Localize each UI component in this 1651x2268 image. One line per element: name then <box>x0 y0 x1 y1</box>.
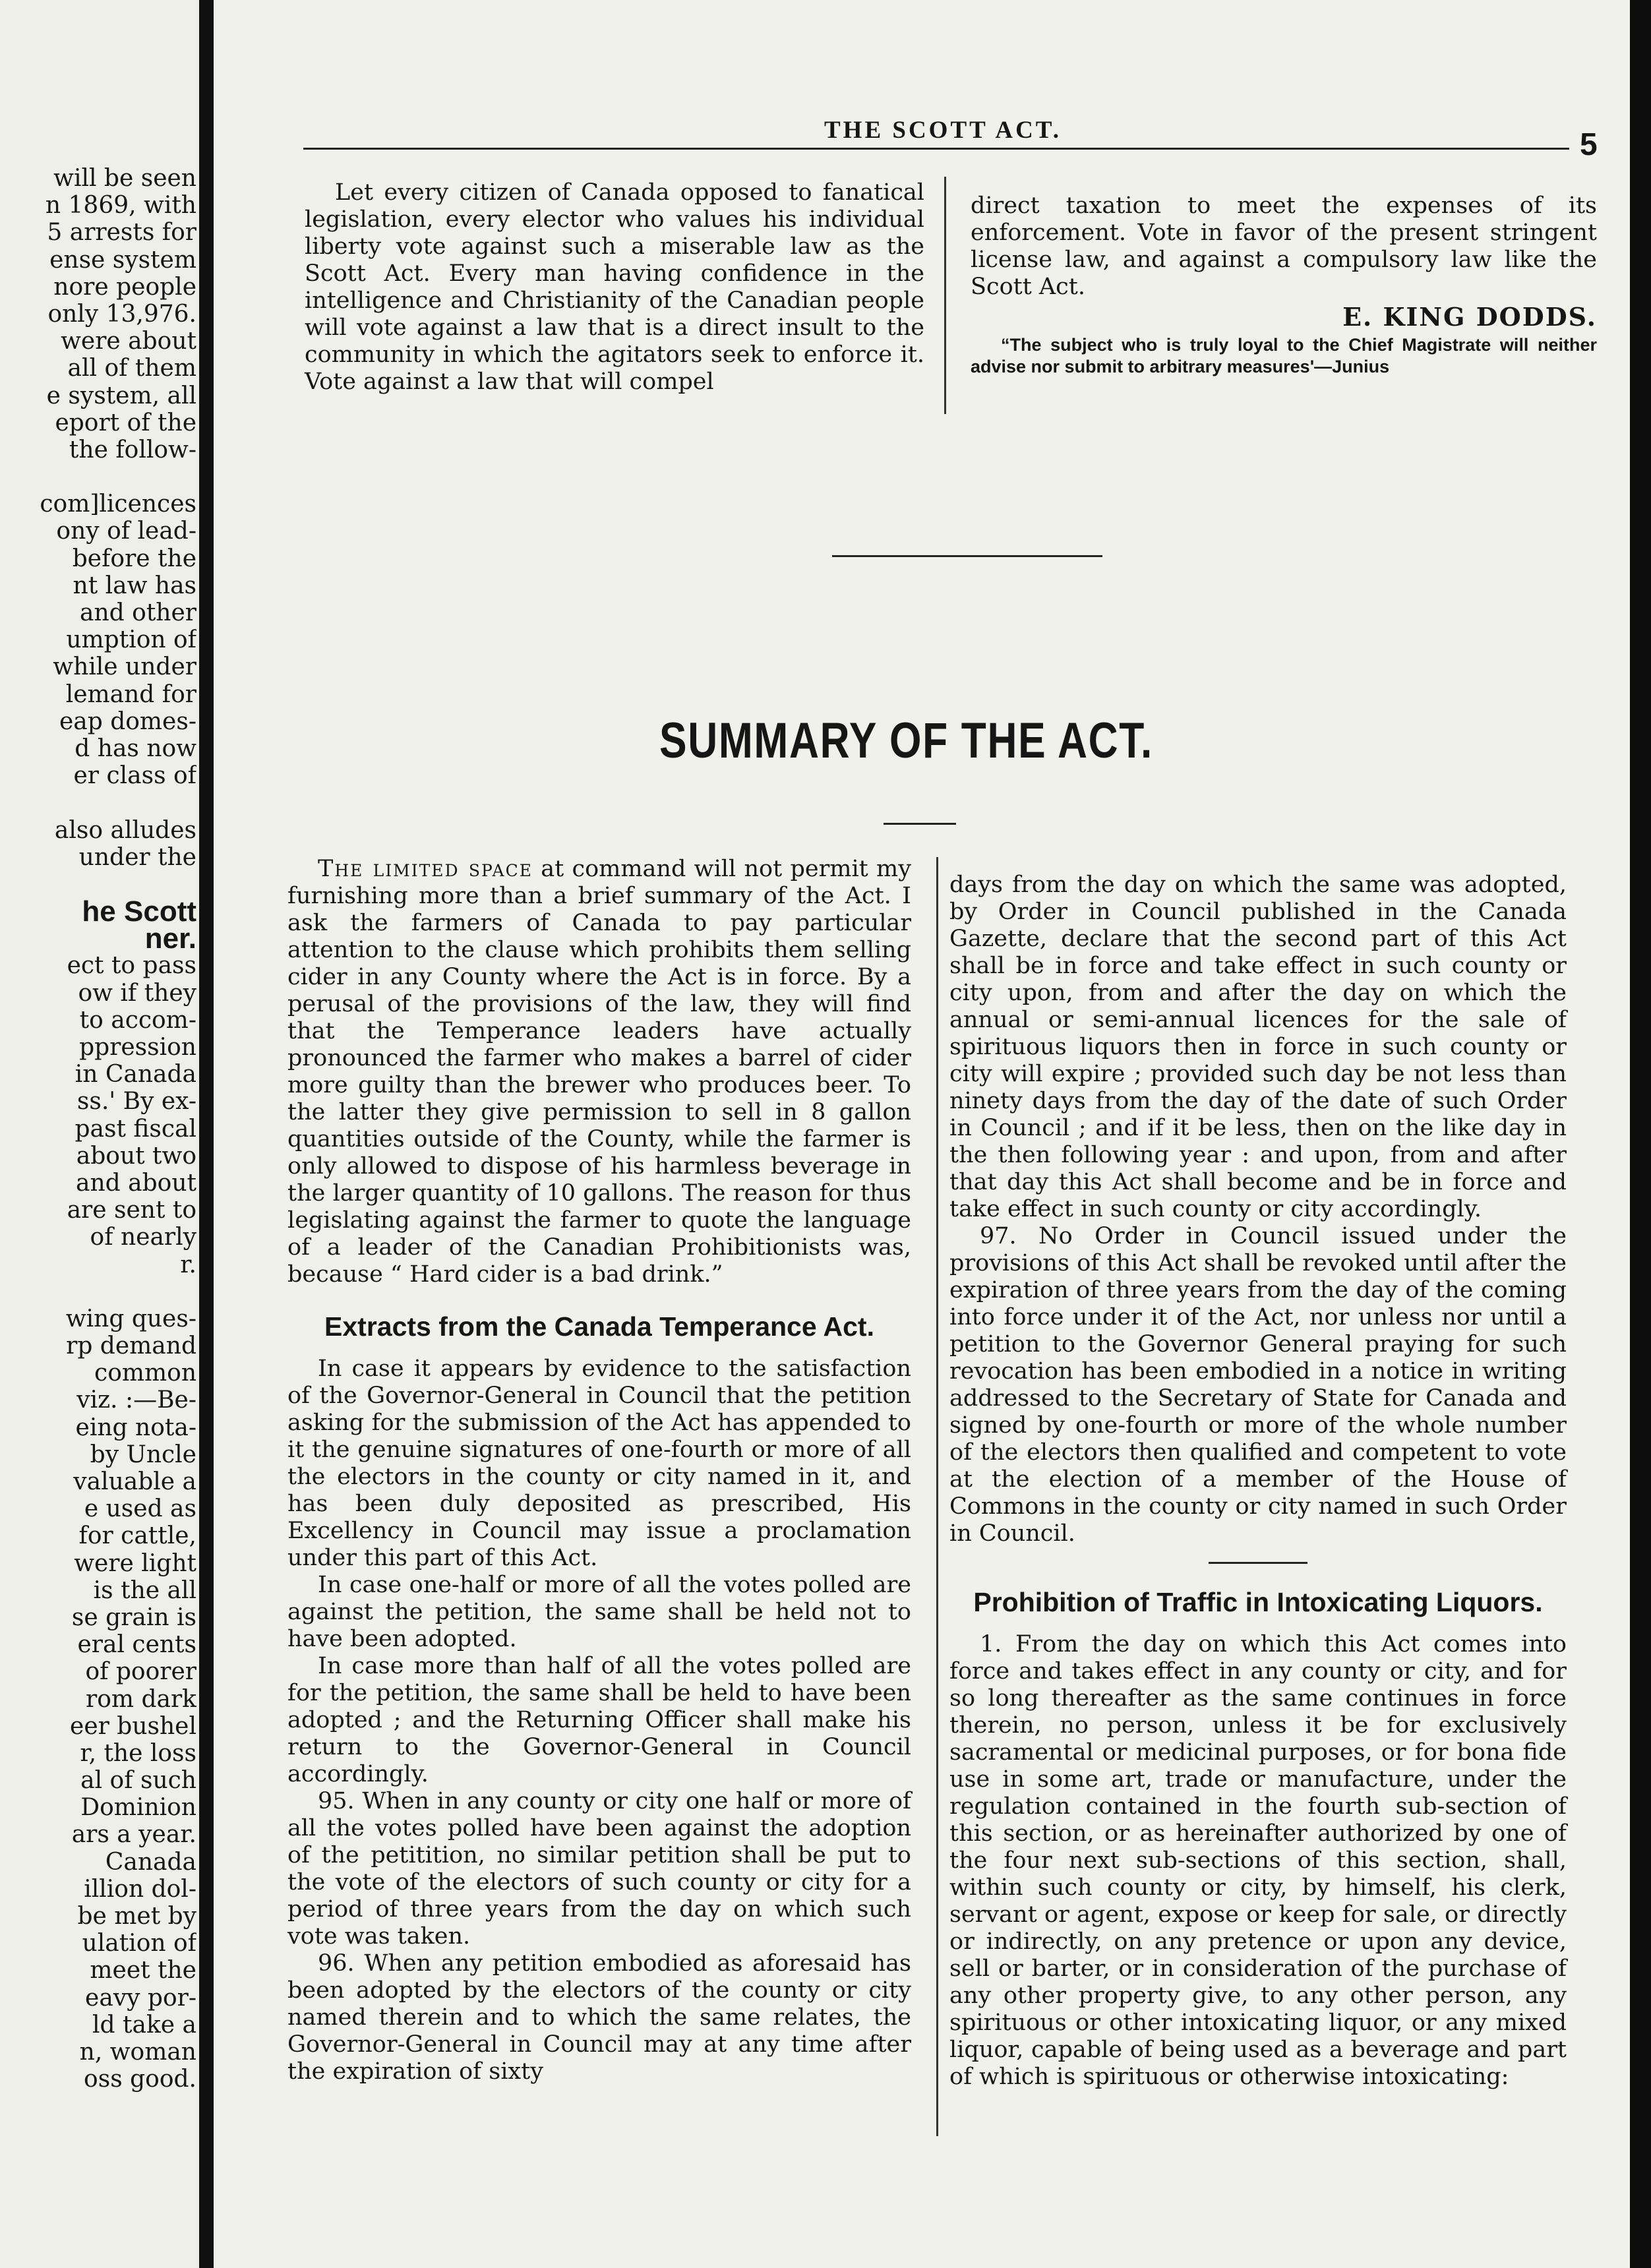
stub-text-line: common <box>94 1359 196 1387</box>
stub-text-line: ect to pass <box>67 952 196 980</box>
summary-left-column <box>287 856 911 2085</box>
stub-text-line: eing nota- <box>75 1414 196 1441</box>
running-title: THE SCOTT ACT. <box>824 117 1062 144</box>
stub-text-line: wing ques- <box>65 1305 196 1332</box>
stub-text-line: eer bushel <box>70 1712 196 1740</box>
adjacent-page-fragment <box>0 0 199 2268</box>
extract-paragraph: In case more than half of all the votes polled are for the petition, the same shall be held to have been adopted ; and the Returning Officer shall make his return to the Governor-General in Council accordingly. <box>287 1653 911 1787</box>
stub-text-line: for cattle, <box>78 1522 196 1550</box>
stub-text-line: d has now <box>75 734 196 762</box>
stub-text-line: of poorer <box>85 1658 196 1686</box>
prohibition-paragraph: 1. From the day on which this Act comes into force and takes effect in any county or city, and for so long thereafter as the same continues in force therein, no person, unless it be for exclusively sacramental or medicinal purposes, or for bona fide use in some art, trade or manufacture, under the regulation contained in the fourth sub-section of this section, or as hereinafter authorized by one of the four next sub-sections of this section, shall, within such county or city, by himself, his clerk, servant or agent, expose or keep for sale, or directly or indirectly, on any pretence or upon any device, sell or barter, or in consideration of the purchase of any other property give, to any other person, any spirituous or other intoxicating liquor, or any mixed liquor, capable of being used as a beverage and part of which is spirituous or otherwise intoxicating: <box>949 1631 1567 2090</box>
stub-text-line <box>5 789 196 816</box>
stub-text-line: were light <box>74 1549 196 1577</box>
section-96-continued: days from the day on which the same was adopted, by Order in Council published in the Canada Gazette, declare that the second part of this Act shall be in force and take effect in such county or city upon, from and after the day on which the annual or semi-annual licences for the sale of spirituous liquors then in force in such county or city will expire ; provided such day be not less than ninety days from the day of the date of such Order in Council ; and if it be less, then on the like day in the then following year : and upon, from and after that day this Act shall become and be in force and take effect in such county or city accordingly. <box>949 872 1567 1222</box>
stub-text-line: r. <box>180 1251 196 1278</box>
stub-text-line: in Canada <box>75 1061 196 1089</box>
stub-text-line: rom dark <box>86 1685 196 1713</box>
extracts-heading: Extracts from the Canada Temperance Act. <box>324 1311 874 1342</box>
junius-quote <box>971 334 1597 378</box>
stub-text-line: nt law has <box>73 572 196 599</box>
closing-paragraph-continued: direct taxation to meet the expenses of its enforcement. Vote in favor of the present stringent license law, and against a compulsory law like the Scott Act. <box>971 193 1597 300</box>
section-rule <box>832 555 1102 557</box>
stub-text-line: while under <box>53 653 196 681</box>
stub-text-line: n, woman <box>79 2038 196 2066</box>
stub-text-line: ense system <box>49 246 196 274</box>
stub-text-line: n 1869, with <box>45 192 196 220</box>
extract-paragraph: In case it appears by evidence to the satisfaction of the Governor-General in Council that the petition asking for the submission of the Act has appended to it the genuine signatures of one-fourth or more of all the electors in the county or city named in it, and has been duly deposited as prescribed, His Excellency in Council may issue a proclamation under this part of this Act. <box>287 1356 911 1571</box>
stub-text-line: by Uncle <box>90 1441 196 1468</box>
extract-paragraph: 96. When any petition embodied as aforesaid has been adopted by the electors of the county or city named therein and to which the same relates, the Governor-General in Council may at any time after the expiration of sixty <box>287 1950 911 2085</box>
intro-text: at command will not permit my furnishing more than a brief summary of the Act. I ask the farmers of Canada to pay particular attention to the clause which prohibits them selling cider in any County where the Act is in force. By a perusal of the provisions of the law, they will find that the Temperance leaders have actually pronounced the farmer who makes a barrel of cider more guilty than the brewer who produces beer. To the latter they give permission to sell in 8 gallon quantities outside of the County, while the farmer is only allowed to dispose of his harmless beverage in the larger quantity of 10 gallons. The reason for thus legislating against the farmer to quote the language of a leader of the Canadian Prohibitionists was, because “ Hard cider is a bad drink.” <box>287 856 911 1288</box>
page-number: 5 <box>1580 127 1598 162</box>
stub-text-line: com]licences <box>40 491 196 518</box>
stub-text-line: about two <box>76 1142 196 1170</box>
prohibition-heading: Prohibition of Traffic in Intoxicating Liquors. <box>973 1587 1543 1617</box>
stub-heading: ner. <box>144 922 196 955</box>
stub-text-line: only 13,976. <box>47 300 196 328</box>
stub-text-line: Dominion <box>80 1794 196 1822</box>
stub-text-line: before the <box>72 545 196 572</box>
stub-text-line: under the <box>78 843 196 871</box>
stub-text-line: al of such <box>80 1767 196 1795</box>
page-edge <box>1630 0 1651 2268</box>
stub-text-line: will be seen <box>53 165 196 192</box>
stub-text-line: lemand for <box>65 680 196 708</box>
prohibition-rule <box>1209 1562 1307 1564</box>
stub-text-line: to accom- <box>79 1006 196 1034</box>
stub-text-line: eport of the <box>55 409 196 436</box>
stub-text-line: e system, all <box>46 382 196 409</box>
stub-text-line: er class of <box>73 762 196 790</box>
column-rule-top <box>944 177 946 414</box>
stub-heading: he Scott <box>82 895 196 928</box>
stub-text-line: are sent to <box>67 1197 196 1224</box>
stub-text-line: valuable a <box>73 1468 196 1495</box>
stub-text-line: ulation of <box>82 1930 196 1957</box>
stub-text-line: ars a year. <box>71 1821 196 1849</box>
stub-text-line <box>5 1278 196 1305</box>
stub-text-line: ss.' By ex- <box>76 1088 196 1116</box>
extract-paragraph: In case one-half or more of all the votes polled are against the petition, the same shall be held not to have been adopted. <box>287 1572 911 1652</box>
stub-text-line: umption of <box>66 626 196 654</box>
stub-text-line: e used as <box>84 1495 196 1523</box>
stub-text-line: se grain is <box>71 1603 196 1631</box>
stub-text-line: also alludes <box>54 816 196 844</box>
intro-lead: The limited space <box>318 856 533 882</box>
stub-text-line: of nearly <box>90 1224 196 1251</box>
stub-text-line: and about <box>76 1169 196 1197</box>
closing-paragraph: Let every citizen of Canada opposed to fanatical legislation, every elector who values his individual liberty vote against such a miserable law as the Scott Act. Every man having confidence in the intelligence and Christianity of the Canadian people will vote against a law that is a direct insult to the community in which the agitators seek to enforce it. Vote against a law that will compel <box>305 179 924 395</box>
stub-text-line: Canada <box>105 1848 196 1876</box>
stub-text-line: is the all <box>93 1576 196 1604</box>
section-97: 97. No Order in Council issued under the provisions of this Act shall be revoked until after the expiration of three years from the day of the coming into force under it of the Act, nor unless nor until a petition to the Governor General praying for such revocation has been embodied in a notice in writing addressed to the Secretary of State for Canada and signed by one-fourth or more of the whole number of the electors then qualified and competent to vote at the election of a member of the House of Commons in the county or city named in such Order in Council. <box>949 1223 1567 1547</box>
stub-text-line: ony of lead- <box>56 518 196 545</box>
summary-title: SUMMARY OF THE ACT. <box>659 713 1154 769</box>
stub-text-line: eral cents <box>77 1631 196 1659</box>
stub-text-line <box>5 463 196 491</box>
stub-text-line: oss good. <box>84 2066 196 2093</box>
stub-text-line: ld take a <box>92 2011 196 2039</box>
top-left-column <box>305 179 924 396</box>
stub-text-line: meet the <box>90 1957 196 1984</box>
running-head-rule <box>303 117 1569 150</box>
stub-text-line: rp demand <box>66 1332 196 1360</box>
cropped-column <box>5 165 196 2093</box>
stub-text-line: nore people <box>53 273 196 301</box>
stub-text-line: be met by <box>77 1903 196 1930</box>
junius-quote-text: “The subject who is truly loyal to the Chief Magistrate will neither advise nor submit to arbitrary measures'—Junius <box>971 335 1597 376</box>
stub-text-line: were about <box>61 328 196 355</box>
stub-text-line: past fiscal <box>75 1115 196 1143</box>
stub-text-line: r, the loss <box>80 1739 196 1767</box>
stub-text-line: ppression <box>79 1034 196 1061</box>
summary-right-column <box>949 872 1567 2091</box>
stub-text-line: illion dol- <box>84 1875 196 1903</box>
extract-paragraph: 95. When in any county or city one half or more of all the votes polled have been against the adoption of the petitition, no similar petition shall be put to the vote of the electors of such county or city for a period of three years from the day on which such vote was taken. <box>287 1788 911 1950</box>
stub-spacer <box>5 871 196 898</box>
stub-text-line: viz. :—Be- <box>76 1387 196 1414</box>
title-rule <box>884 823 956 825</box>
stub-text-line: the follow- <box>69 436 196 463</box>
author-signature: E. KING DODDS. <box>1342 302 1597 332</box>
stub-text-line: 5 arrests for <box>47 219 196 247</box>
stub-text-line: eap domes- <box>59 707 196 735</box>
binding-gutter <box>199 0 214 2268</box>
stub-text-line: and other <box>80 599 196 626</box>
stub-text-line: eavy por- <box>85 1984 196 2012</box>
stub-text-line: all of them <box>67 355 196 382</box>
intro-paragraph <box>287 856 911 1288</box>
top-right-column <box>971 193 1597 378</box>
stub-text-line: ow if they <box>78 979 196 1007</box>
column-rule-bottom <box>936 857 938 2136</box>
